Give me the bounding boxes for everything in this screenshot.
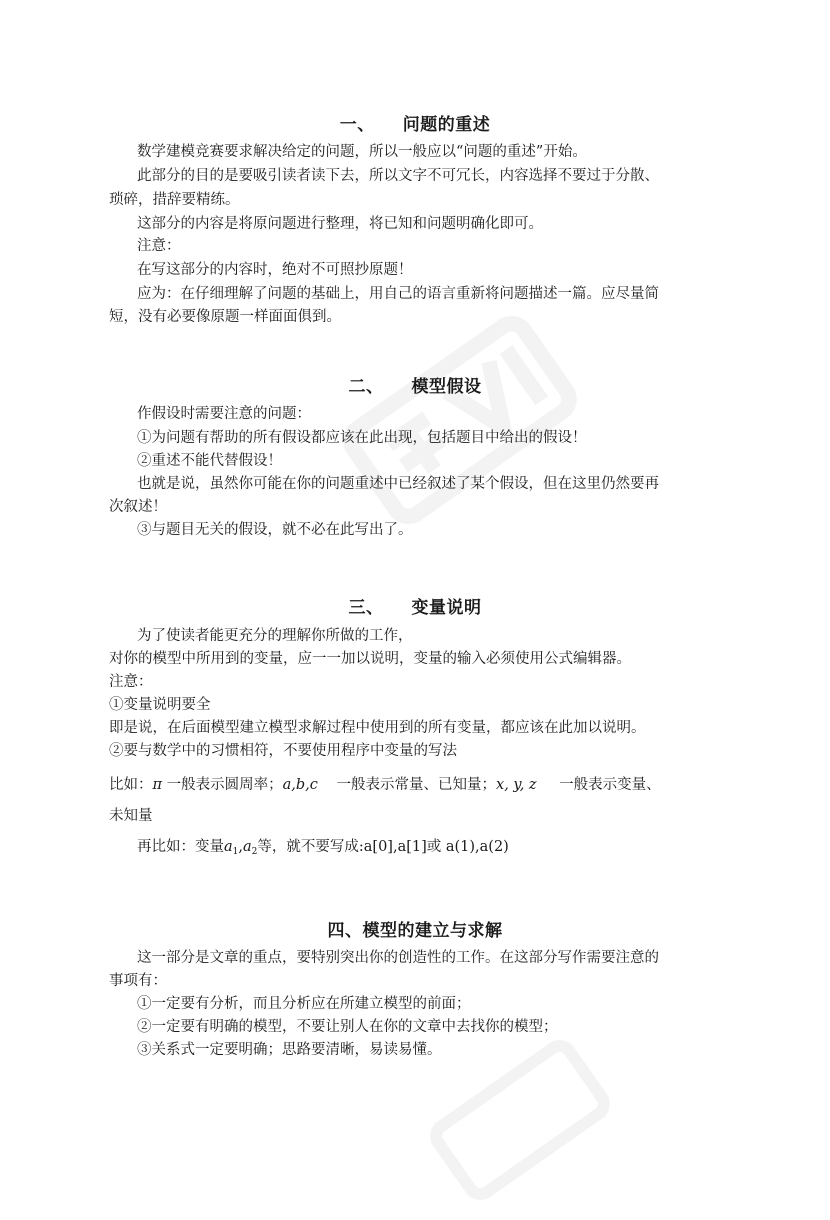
variable-a: a [243, 839, 252, 855]
paragraph-line: 此部分的目的是要吸引读者读下去，所以文字不可冗长，内容选择不要过于分散、 [137, 168, 659, 184]
variable-example-line-2 [137, 837, 509, 862]
paragraph-line: 即是说，在后面模型建立模型求解过程中使用到的所有变量，都应该在此加以说明。 [109, 720, 646, 736]
constant-symbols: a,b,c [282, 777, 318, 793]
paragraph-line: ①一定要有分析，而且分析应在所建立模型的前面； [137, 996, 471, 1012]
pi-description: 一般表示圆周率； [166, 777, 283, 793]
section-number: 三、 [348, 598, 384, 618]
section-number: 二、 [348, 377, 384, 397]
variable-example-line [109, 775, 661, 795]
section-heading-3 [0, 593, 830, 618]
section-title: 模型假设 [411, 377, 482, 397]
paragraph-line: 未知量 [109, 808, 153, 824]
subscript: 2 [251, 847, 258, 857]
paragraph-line: 注意： [137, 238, 181, 254]
paragraph-line: 应为：在仔细理解了问题的基础上，用自己的语言重新将问题描述一篇。应尽量简 [137, 286, 659, 302]
paragraph-line: 数学建模竞赛要求解决给定的问题，所以一般应以“问题的重述”开始。 [137, 144, 587, 160]
paragraph-line: ③与题目无关的假设，就不必在此写出了。 [137, 522, 413, 538]
pi-symbol: π [152, 777, 163, 793]
watermark-logo-icon [330, 290, 590, 550]
paragraph-line: 这一部分是文章的重点，要特别突出你的创造性的工作。在这部分写作需要注意的 [137, 950, 659, 966]
paragraph-line: 短，没有必要像原题一样面面俱到。 [109, 309, 341, 325]
section-number: 一、 [339, 115, 375, 135]
paragraph-line: ③关系式一定要明确；思路要清晰，易读易懂。 [137, 1042, 442, 1058]
variable-symbols: x, y, z [496, 777, 537, 793]
paragraph-line: 这部分的内容是将原问题进行整理，将已知和问题明确化即可。 [137, 216, 543, 232]
paragraph-line: 对你的模型中所用到的变量，应一一加以说明，变量的输入必须使用公式编辑器。 [109, 651, 631, 667]
example-suffix: 等，就不要写成:a[0],a[1]或 a(1),a(2) [257, 839, 509, 855]
section-heading-4 [0, 916, 830, 941]
section-title: 问题的重述 [402, 115, 491, 135]
constant-description: 一般表示常量、已知量； [336, 777, 497, 793]
comma: , [238, 839, 243, 855]
section-number: 四、 [327, 921, 363, 941]
variable-description: 一般表示变量、 [559, 777, 661, 793]
paragraph-line: 作假设时需要注意的问题： [137, 406, 311, 422]
paragraph-line: ①为问题有帮助的所有假设都应该在此出现，包括题目中给出的假设！ [137, 430, 587, 446]
watermark-logo-icon [420, 1020, 620, 1220]
subscript: 1 [232, 847, 239, 857]
paragraph-line: 次叙述！ [109, 499, 167, 515]
paragraph-line: 注意： [109, 674, 153, 690]
paragraph-line: 也就是说，虽然你可能在你的问题重述中已经叙述了某个假设，但在这里仍然要再 [137, 476, 659, 492]
paragraph-line: 在写这部分的内容时，绝对不可照抄原题！ [137, 262, 413, 278]
paragraph-line: ①变量说明要全 [109, 697, 211, 713]
section-heading-2 [0, 372, 830, 397]
section-title: 变量说明 [411, 598, 482, 618]
paragraph-line: 琐碎，措辞要精练。 [109, 192, 240, 208]
section-title: 模型的建立与求解 [362, 921, 503, 941]
paragraph-line: ②要与数学中的习惯相符，不要使用程序中变量的写法 [109, 743, 457, 759]
variable-a: a [224, 839, 233, 855]
section-heading-1 [0, 110, 830, 135]
example-prefix: 再比如：变量 [137, 839, 224, 855]
example-prefix: 比如： [109, 777, 153, 793]
paragraph-line: 为了使读者能更充分的理解你所做的工作， [137, 628, 413, 644]
paragraph-line: ②一定要有明确的模型，不要让别人在你的文章中去找你的模型； [137, 1019, 558, 1035]
paragraph-line: ②重述不能代替假设！ [137, 453, 282, 469]
paragraph-line: 事项有： [109, 973, 167, 989]
